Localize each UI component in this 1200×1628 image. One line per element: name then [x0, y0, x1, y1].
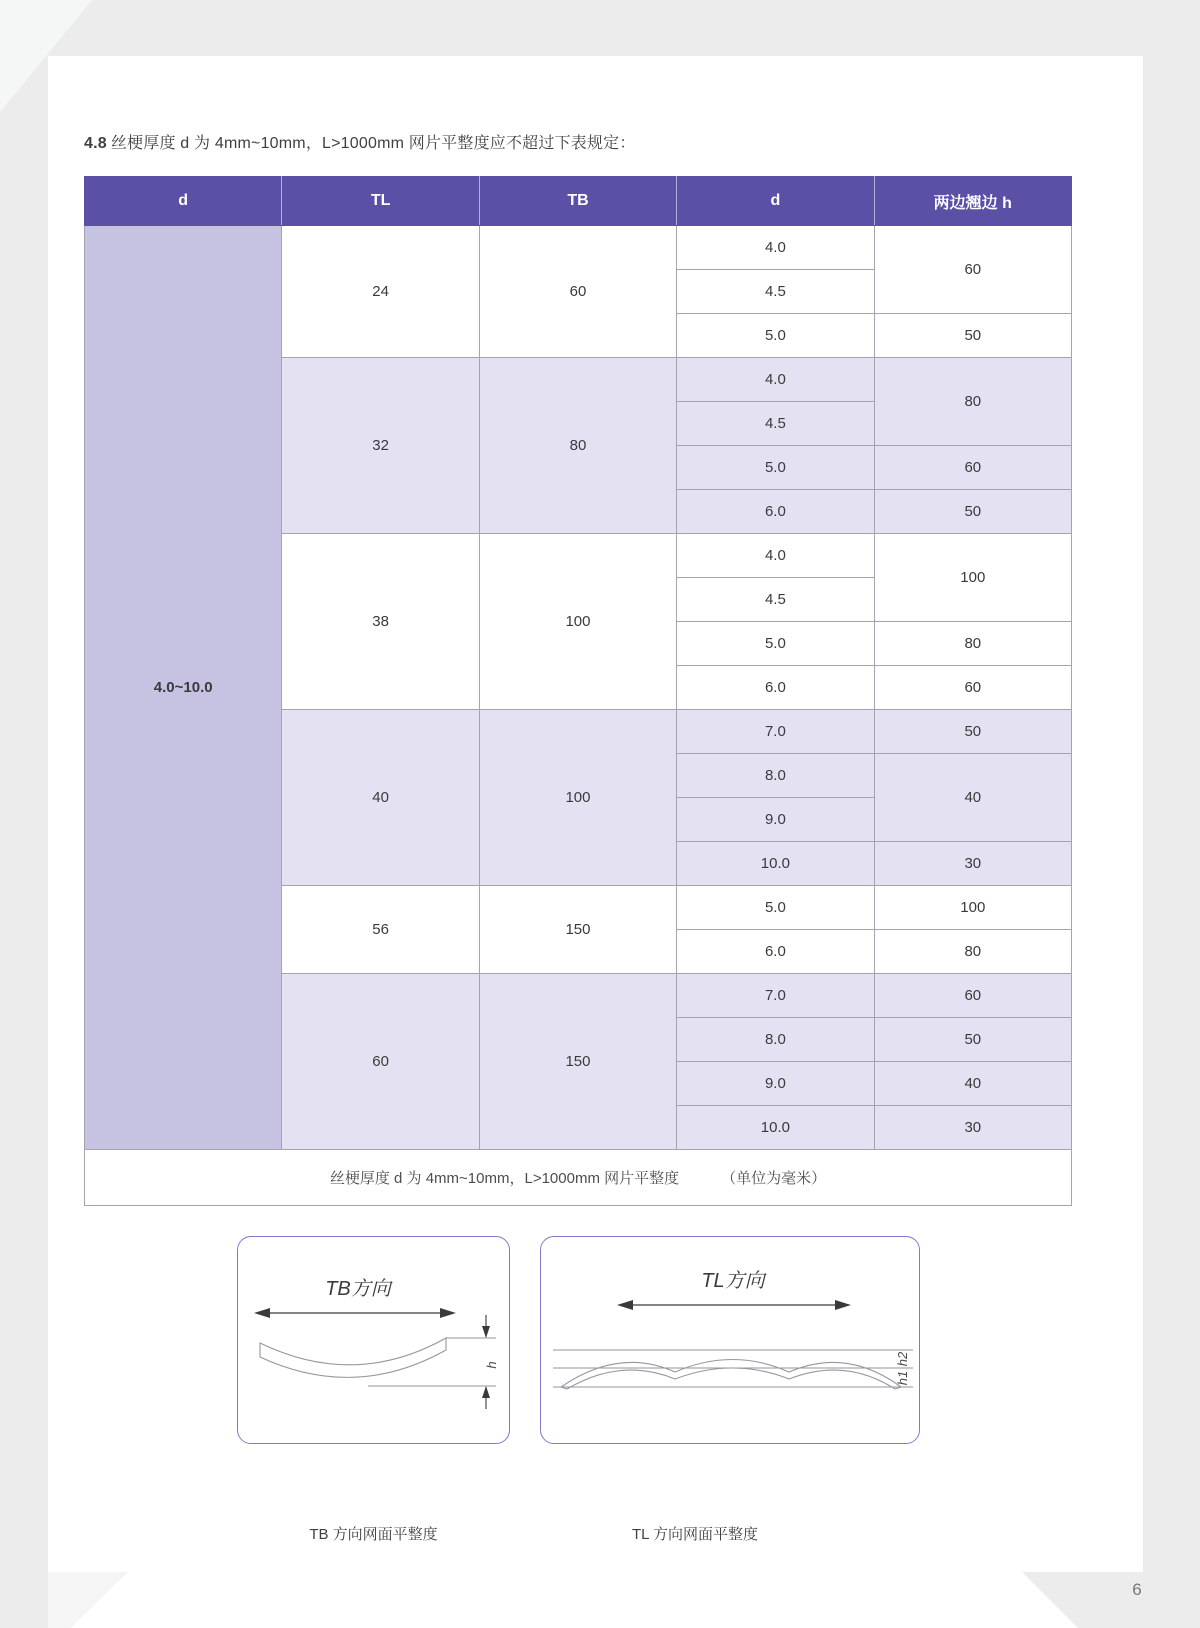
h-cell: 60: [874, 666, 1071, 710]
tb-h-label: h: [484, 1361, 499, 1369]
tl-arrow-head-right: [835, 1300, 851, 1310]
d-cell: 5.0: [677, 886, 874, 930]
tl-figure-caption: TL 方向网面平整度: [631, 1526, 759, 1543]
tl-flatness-diagram: [541, 1237, 918, 1442]
table-row: [85, 226, 1072, 270]
tb-cell: 100: [479, 710, 676, 886]
d-cell: 10.0: [677, 1106, 874, 1150]
d-cell: 4.0: [677, 358, 874, 402]
tb-cell: 80: [479, 358, 676, 534]
tl-flatness-figure: [540, 1236, 920, 1444]
h-cell: 40: [874, 754, 1071, 842]
d-cell: 8.0: [677, 754, 874, 798]
h-cell: 80: [874, 930, 1071, 974]
flatness-spec-table: [84, 176, 1072, 1206]
h-cell: 50: [874, 314, 1071, 358]
d-cell: 4.5: [677, 270, 874, 314]
tl-cell: 32: [282, 358, 479, 534]
dim-arrow-bottom-head: [482, 1386, 490, 1398]
tb-cell: 100: [479, 534, 676, 710]
section-heading: [84, 130, 1084, 153]
d-range-cell: 4.0~10.0: [85, 226, 282, 1150]
h-cell: 100: [874, 886, 1071, 930]
tl-cell: 40: [282, 710, 479, 886]
d-cell: 5.0: [677, 446, 874, 490]
d-cell: 4.5: [677, 402, 874, 446]
h-cell: 50: [874, 490, 1071, 534]
tb-cell: 150: [479, 886, 676, 974]
section-number: 4.8: [84, 135, 107, 152]
h-cell: 80: [874, 622, 1071, 666]
tb-flatness-diagram: [238, 1237, 508, 1442]
col-header-d-range: d: [85, 177, 282, 226]
tl-direction-label: TL方向: [701, 1270, 765, 1292]
corner-decoration-bottom-white: [70, 1572, 1078, 1628]
wavy-sheet-outer: [561, 1360, 901, 1388]
page-number: 6: [1132, 1580, 1142, 1599]
tb-cell: 60: [479, 226, 676, 358]
h-cell: 80: [874, 358, 1071, 446]
h-cell: 60: [874, 974, 1071, 1018]
tl-cell: 60: [282, 974, 479, 1150]
col-header-d: d: [677, 177, 874, 226]
d-cell: 8.0: [677, 1018, 874, 1062]
d-cell: 6.0: [677, 490, 874, 534]
dim-arrow-top-head: [482, 1326, 490, 1338]
tl-h2-label: h2: [895, 1351, 910, 1367]
table-caption: [85, 1150, 1072, 1206]
d-cell: 4.0: [677, 226, 874, 270]
table-caption-unit: （单位为毫米）: [721, 1170, 827, 1187]
d-cell: 7.0: [677, 974, 874, 1018]
table-caption-text: 丝梗厚度 d 为 4mm~10mm，L>1000mm 网片平整度: [329, 1170, 680, 1187]
d-cell: 5.0: [677, 314, 874, 358]
tl-cell: 24: [282, 226, 479, 358]
col-header-tb: TB: [479, 177, 676, 226]
tb-arrow-head-left: [254, 1308, 270, 1318]
tl-cell: 56: [282, 886, 479, 974]
h-cell: 30: [874, 842, 1071, 886]
d-cell: 4.0: [677, 534, 874, 578]
col-header-tl: TL: [282, 177, 479, 226]
curved-sheet-shape: [260, 1338, 446, 1377]
h-cell: 50: [874, 1018, 1071, 1062]
table-caption-row: [85, 1150, 1072, 1206]
d-cell: 4.5: [677, 578, 874, 622]
tb-figure-caption: TB 方向网面平整度: [309, 1526, 438, 1543]
tb-cell: 150: [479, 974, 676, 1150]
table-header-row: [85, 177, 1072, 226]
d-cell: 9.0: [677, 798, 874, 842]
d-cell: 9.0: [677, 1062, 874, 1106]
h-cell: 100: [874, 534, 1071, 622]
d-cell: 6.0: [677, 930, 874, 974]
d-cell: 7.0: [677, 710, 874, 754]
tl-h1-label: h1: [895, 1370, 910, 1386]
h-cell: 60: [874, 446, 1071, 490]
wavy-sheet-inner: [567, 1368, 895, 1389]
tl-arrow-head-left: [617, 1300, 633, 1310]
h-cell: 30: [874, 1106, 1071, 1150]
h-cell: 60: [874, 226, 1071, 314]
h-cell: 50: [874, 710, 1071, 754]
tb-flatness-figure: [237, 1236, 510, 1444]
col-header-h: 两边翘边 h: [874, 177, 1071, 226]
tl-cell: 38: [282, 534, 479, 710]
section-heading-text: 丝梗厚度 d 为 4mm~10mm，L>1000mm 网片平整度应不超过下表规定：: [110, 135, 636, 152]
d-cell: 6.0: [677, 666, 874, 710]
d-cell: 5.0: [677, 622, 874, 666]
d-cell: 10.0: [677, 842, 874, 886]
tb-arrow-head-right: [440, 1308, 456, 1318]
h-cell: 40: [874, 1062, 1071, 1106]
tb-direction-label: TB方向: [325, 1278, 391, 1300]
